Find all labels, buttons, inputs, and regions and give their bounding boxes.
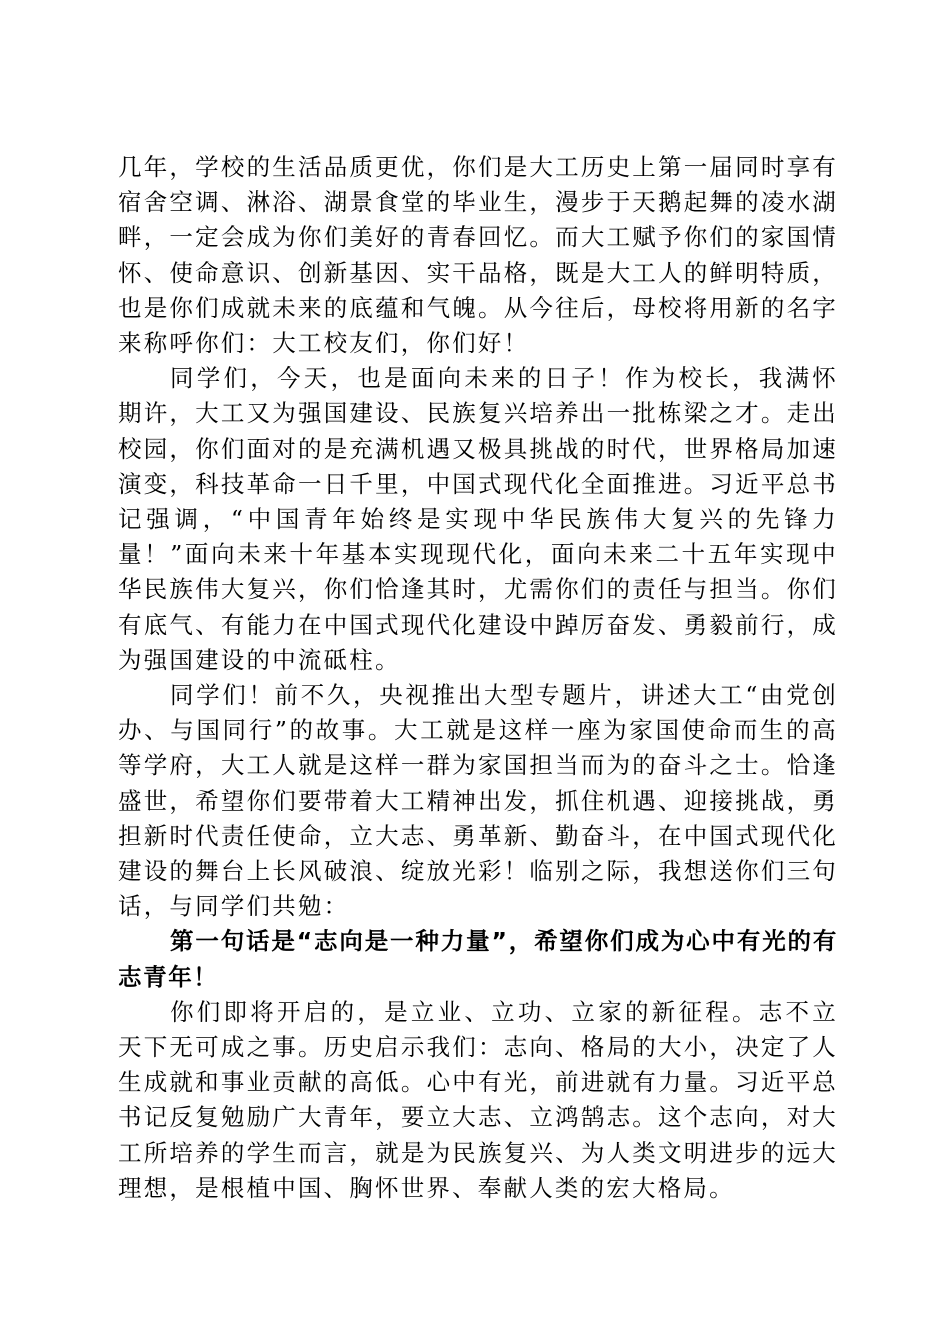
paragraph-ambition: 你们即将开启的，是立业、立功、立家的新征程。志不立天下无可成之事。历史启示我们：志向、格局的大小，决定了人生成就和事业贡献的高低。心中有光，前进就有力量。习近平总书记反复勉励广大青年，要立大志、立鸿鹄志。这个志向，对大工所培养的学生而言，就是为民族复兴、为人类文明进步的远大理想，是根植中国、胸怀世界、奉献人类的宏大格局。	[118, 997, 838, 1202]
paragraph-farewell: 同学们！前不久，央视推出大型专题片，讲述大工“由党创办、与国同行”的故事。大工就是这样一座为家国使命而生的高等学府，大工人就是这样一群为家国担当而为的奋斗之士。恰逢盛世，希望你们要带着大工精神出发，抓住机遇、迎接挑战，勇担新时代责任使命，立大志、勇革新、勤奋斗，在中国式现代化建设的舞台上长风破浪、绽放光彩！临别之际，我想送你们三句话，与同学们共勉：	[118, 681, 838, 921]
document-body	[118, 150, 838, 1206]
paragraph-future-day: 同学们，今天，也是面向未来的日子！作为校长，我满怀期许，大工又为强国建设、民族复兴培养出一批栋梁之才。走出校园，你们面对的是充满机遇又极具挑战的时代，世界格局加速演变，科技革命一日千里，中国式现代化全面推进。习近平总书记强调，“中国青年始终是实现中华民族伟大复兴的先锋力量！”面向未来十年基本实现现代化，面向未来二十五年实现中华民族伟大复兴，你们恰逢其时，尤需你们的责任与担当。你们有底气、有能力在中国式现代化建设中踔厉奋发、勇毅前行，成为强国建设的中流砥柱。	[118, 364, 838, 674]
paragraph-continuation: 几年，学校的生活品质更优，你们是大工历史上第一届同时享有宿舍空调、淋浴、湖景食堂的毕业生，漫步于天鹅起舞的凌水湖畔，一定会成为你们美好的青春回忆。而大工赋予你们的家国情怀、使命意识、创新基因、实干品格，既是大工人的鲜明特质，也是你们成就未来的底蕴和气魄。从今往后，母校将用新的名字来称呼你们：大工校友们，你们好！	[118, 153, 838, 358]
section-heading-first-saying: 第一句话是“志向是一种力量”，希望你们成为心中有光的有志青年！	[118, 927, 838, 991]
